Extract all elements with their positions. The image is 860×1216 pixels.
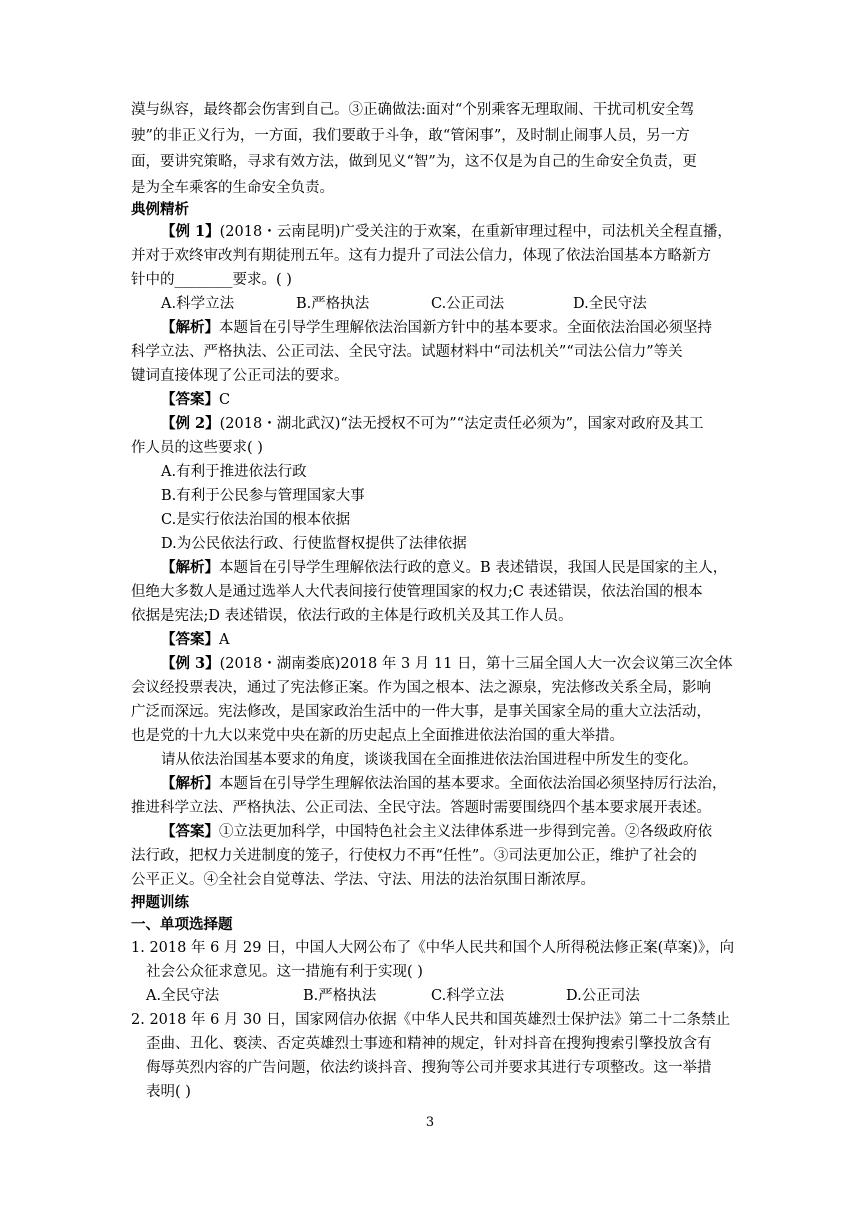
example-3-answer-line: 公平正义。④全社会自觉尊法、学法、守法、用法的法治氛围日渐浓厚。	[131, 872, 595, 888]
example-1-option-d: D.全民守法	[573, 296, 647, 312]
question-1-line: 社会公众征求意见。这一措施有利于实现( )	[146, 964, 423, 980]
question-1-line: 1. 2018 年 6 月 29 日，中国人大网公布了《中华人民共和国个人所得税法修正案(草案)》，向	[131, 940, 735, 956]
example-3-line: 也是党的十九大以来党中央在新的历史起点上全面推进依法治国的重大举措。	[131, 728, 624, 744]
example-2-option-d: D.为公民依法行政、行使监督权提供了法律依据	[161, 536, 467, 552]
example-2-option-a: A.有利于推进依法行政	[161, 464, 307, 480]
question-2-line: 2. 2018 年 6 月 30 日，国家网信办依据《中华人民共和国英雄烈士保护法》第二十二条禁止	[131, 1012, 731, 1028]
example-3-tag: 【例 3】	[161, 655, 220, 672]
example-3-answer-line: 法行政，把权力关进制度的笼子，行使权力不再“任性”。③司法更加公正，维护了社会的	[131, 848, 697, 864]
intro-line: 驶”的非正义行为，一方面，我们要敢于斗争，敢“管闲事”，及时制止闹事人员，另一方	[131, 128, 690, 144]
section-title-practice: 押题训练	[131, 894, 189, 911]
example-1-analysis-line: 【解析】本题旨在引导学生理解依法治国新方针中的基本要求。全面依法治国必须坚持	[161, 319, 712, 336]
example-1-line: 针中的________要求。( )	[131, 272, 292, 288]
example-2-line: 作人员的这些要求( )	[131, 440, 263, 456]
example-1-option-c: C.公正司法	[431, 296, 505, 312]
intro-line: 漠与纵容，最终都会伤害到自己。③正确做法:面对“个别乘客无理取闹、干扰司机安全驾	[131, 102, 695, 118]
example-1-line: 【例 1】(2018・云南昆明)广受关注的于欢案，在重新审理过程中，司法机关全程直播，	[161, 223, 732, 240]
example-2-option-b: B.有利于公民参与管理国家大事	[161, 488, 365, 504]
example-2-analysis-line: 依据是宪法;D 表述错误，依法行政的主体是行政机关及其工作人员。	[131, 608, 573, 624]
intro-line: 面，要讲究策略，寻求有效方法，做到见义“智”为，这不仅是为自己的生命安全负责，更	[131, 154, 697, 170]
example-2-analysis-line: 【解析】本题旨在引导学生理解依法行政的意义。B 表述错误，我国人民是国家的主人，	[161, 559, 728, 576]
example-1-answer: 【答案】C	[161, 391, 231, 408]
example-3-line: 广泛而深远。宪法修改，是国家政治生活中的一件大事，是事关国家全局的重大立法活动，	[131, 704, 711, 720]
example-1-option-a: A.科学立法	[161, 296, 235, 312]
example-1-option-b: B.严格执法	[296, 296, 370, 312]
example-3-question: 请从依法治国基本要求的角度，谈谈我国在全面推进依法治国进程中所发生的变化。	[161, 752, 698, 768]
example-2-line: 【例 2】(2018・湖北武汉)“法无授权不可为”“法定责任必须为”，国家对政府及其工	[161, 415, 704, 432]
example-2-analysis-line: 但绝大多数人是通过选举人大代表间接行使管理国家的权力;C 表述错误，依法治国的根本	[131, 584, 703, 600]
example-1-analysis-line: 科学立法、严格执法、公正司法、全民守法。试题材料中“司法机关”“司法公信力”等关	[131, 344, 683, 360]
question-2-line: 侮辱英烈内容的广告问题，依法约谈抖音、搜狗等公司并要求其进行专项整改。这一举措	[146, 1060, 712, 1076]
question-1-option-d: D.公正司法	[566, 988, 640, 1004]
example-3-line: 【例 3】(2018・湖南娄底)2018 年 3 月 11 日，第十三届全国人大一次会议第三次全体	[161, 655, 733, 672]
intro-line: 是为全车乘客的生命安全负责。	[131, 180, 334, 196]
example-2-answer: 【答案】A	[161, 631, 230, 648]
question-1-option-b: B.严格执法	[303, 988, 377, 1004]
example-3-answer-line: 【答案】①立法更加科学，中国特色社会主义法律体系进一步得到完善。②各级政府依	[161, 823, 712, 840]
section-title-single-choice: 一、单项选择题	[131, 916, 233, 933]
example-1-tag: 【例 1】	[161, 223, 220, 240]
example-3-line: 会议经投票表决，通过了宪法修正案。作为国之根本、法之源泉，宪法修改关系全局，影响	[131, 680, 711, 696]
page-number: 3	[425, 1115, 435, 1130]
example-3-analysis-line: 推进科学立法、严格执法、公正司法、全民守法。答题时需要围绕四个基本要求展开表述。	[131, 800, 711, 816]
question-2-line: 歪曲、丑化、亵渎、否定英雄烈士事迹和精神的规定，针对抖音在搜狗搜索引擎投放含有	[146, 1036, 712, 1052]
example-2-option-c: C.是实行依法治国的根本依据	[161, 512, 351, 528]
example-1-line: 并对于欢终审改判有期徒刑五年。这有力提升了司法公信力，体现了依法治国基本方略新方	[131, 248, 711, 264]
example-1-analysis-line: 键词直接体现了公正司法的要求。	[131, 368, 349, 384]
question-2-line: 表明( )	[146, 1084, 191, 1100]
example-3-analysis-line: 【解析】本题旨在引导学生理解依法治国的基本要求。全面依法治国必须坚持厉行法治，	[161, 775, 727, 792]
question-1-option-a: A.全民守法	[146, 988, 220, 1004]
example-2-tag: 【例 2】	[161, 415, 220, 432]
question-1-option-c: C.科学立法	[431, 988, 505, 1004]
section-title-examples: 典例精析	[131, 201, 189, 218]
